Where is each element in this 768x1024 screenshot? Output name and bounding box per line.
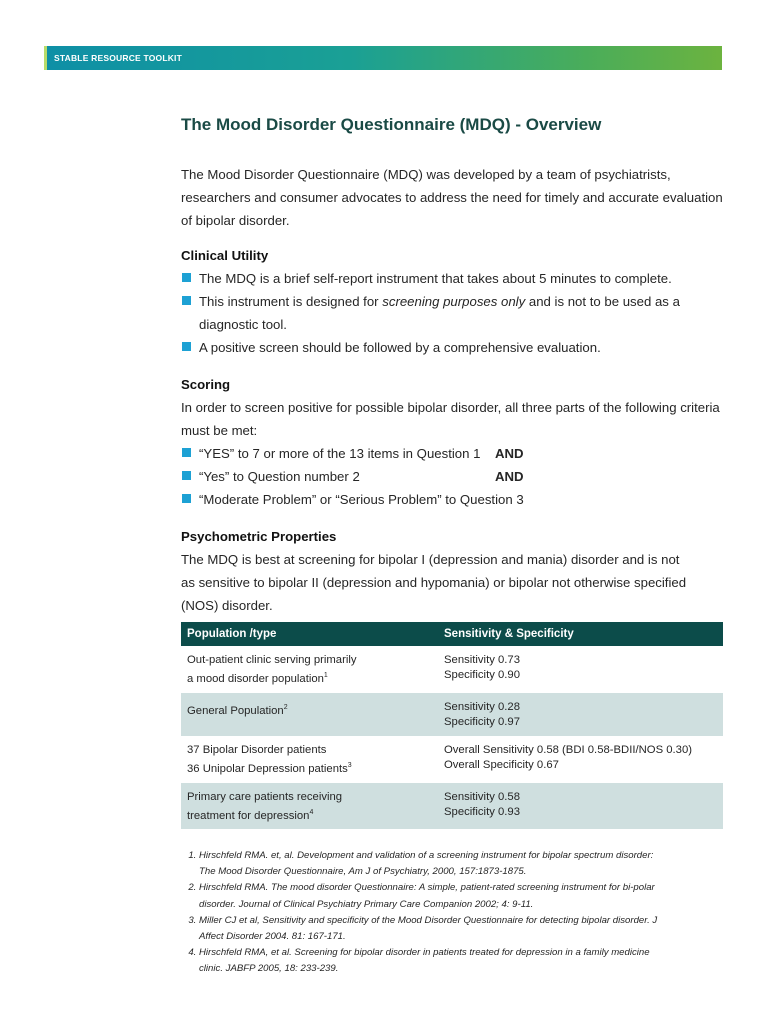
population-cell: Out-patient clinic serving primarily a mood disorder population$^1$ — [187, 654, 357, 685]
criterion-text: “YES” to 7 or more of the 13 items in Question 1 — [199, 446, 481, 461]
psychometric-line: (NOS) disorder. — [181, 598, 273, 613]
list-item — [181, 442, 726, 465]
document-body — [181, 114, 726, 829]
population-cell: Primary care patients receiving treatment for depression$^4$ — [181, 783, 438, 830]
column-header-sensitivity: Sensitivity & Specificity — [438, 622, 723, 646]
table-row — [181, 736, 723, 783]
criterion-text: “Yes” to Question number 2 — [199, 469, 360, 484]
population-cell: 37 Bipolar Disorder patients 36 Unipolar Depression patients$^3$ — [187, 743, 352, 775]
bullet-square-icon — [182, 296, 191, 305]
emphasis-text: screening purposes only — [382, 294, 526, 309]
reference-item: 1. Hirschfeld RMA. et, al. Development and validation of a screening instrument for bipolar spectrum disorder: The Mood Disorder Questionnaire, Am J of Psychiatry, 2000, 157:1873-1875. — [199, 848, 726, 880]
intro-line: The Mood Disorder Questionnaire (MDQ) was developed by a team of psychiatrists, — [181, 167, 671, 182]
psychometric-line: as sensitive to bipolar II (depression and hypomania) or bipolar not otherwise specified — [181, 575, 687, 590]
banner-title: STABLE RESOURCE TOOLKIT — [54, 53, 183, 63]
section-heading-clinical-utility: Clinical Utility — [181, 248, 269, 263]
list-item-text: diagnostic tool. — [199, 317, 287, 332]
references — [181, 848, 726, 978]
list-item — [181, 267, 726, 290]
reference-item: 2. Hirschfeld RMA. The mood disorder Questionnaire: A simple, patient-rated screening instrument for bi-polar disorder. Journal of Clinical Psychiatry Primary Care Companion 2002; 4: 9-11. — [199, 880, 726, 912]
table-row — [181, 693, 723, 736]
header-banner — [44, 46, 722, 70]
bullet-square-icon — [182, 471, 191, 480]
criterion-text: “Moderate Problem” or “Serious Problem” to Question 3 — [199, 492, 524, 507]
scoring-text — [181, 396, 726, 442]
list-item-text: This instrument is designed for — [199, 294, 383, 309]
column-header-population: Population /type — [181, 622, 438, 646]
section-heading-psychometric: Psychometric Properties — [181, 529, 337, 544]
psychometric-line: The MDQ is best at screening for bipolar I (depression and mania) disorder and is not — [181, 552, 680, 567]
reference-item: 3. Miller CJ et al, Sensitivity and specificity of the Mood Disorder Questionnaire for detecting bipolar disorder. J Affect Disorder 2004. 81: 167-171. — [199, 913, 726, 945]
bullet-square-icon — [182, 342, 191, 351]
scoring-criteria-list — [181, 442, 726, 511]
psychometric-text — [181, 548, 726, 617]
sensitivity-table — [181, 622, 723, 829]
section-heading-scoring: Scoring — [181, 377, 231, 392]
values-cell: Sensitivity 0.58 Specificity 0.93 — [438, 783, 723, 830]
population-cell: General Population$^2$ — [181, 693, 438, 736]
intro-line: of bipolar disorder. — [181, 213, 290, 228]
list-item — [181, 488, 726, 511]
intro-paragraph — [181, 163, 726, 232]
table-row — [181, 783, 723, 830]
values-cell: Sensitivity 0.73 Specificity 0.90 — [444, 654, 520, 681]
values-cell: Overall Sensitivity 0.58 (BDI 0.58-BDII/NOS 0.30) Overall Specificity 0.67 — [444, 743, 692, 771]
intro-line: researchers and consumer advocates to address the need for timely and accurate evaluation — [181, 190, 723, 205]
clinical-utility-list — [181, 267, 726, 359]
list-item — [181, 336, 726, 359]
list-item — [181, 290, 726, 336]
bullet-square-icon — [182, 273, 191, 282]
reference-item: 4. Hirschfeld RMA, et al. Screening for bipolar disorder in patients treated for depression in a family medicine clinic. JABFP 2005, 18: 233-239. — [199, 945, 726, 977]
and-label: AND — [495, 469, 524, 484]
list-item-text: The MDQ is a brief self-report instrument that takes about 5 minutes to complete. — [199, 271, 672, 286]
list-item-text: and is not to be used as a — [525, 294, 680, 309]
values-cell: Sensitivity 0.28 Specificity 0.97 — [438, 693, 723, 736]
bullet-square-icon — [182, 448, 191, 457]
table-header-row — [181, 622, 723, 646]
scoring-line: In order to screen positive for possible bipolar disorder, all three parts of the following criteria — [181, 400, 720, 415]
list-item — [181, 465, 726, 488]
table-row — [181, 646, 723, 693]
page-title: The Mood Disorder Questionnaire (MDQ) - Overview — [181, 115, 602, 134]
list-item-text: A positive screen should be followed by a comprehensive evaluation. — [199, 340, 601, 355]
bullet-square-icon — [182, 494, 191, 503]
scoring-line: must be met: — [181, 423, 258, 438]
and-label: AND — [495, 446, 524, 461]
